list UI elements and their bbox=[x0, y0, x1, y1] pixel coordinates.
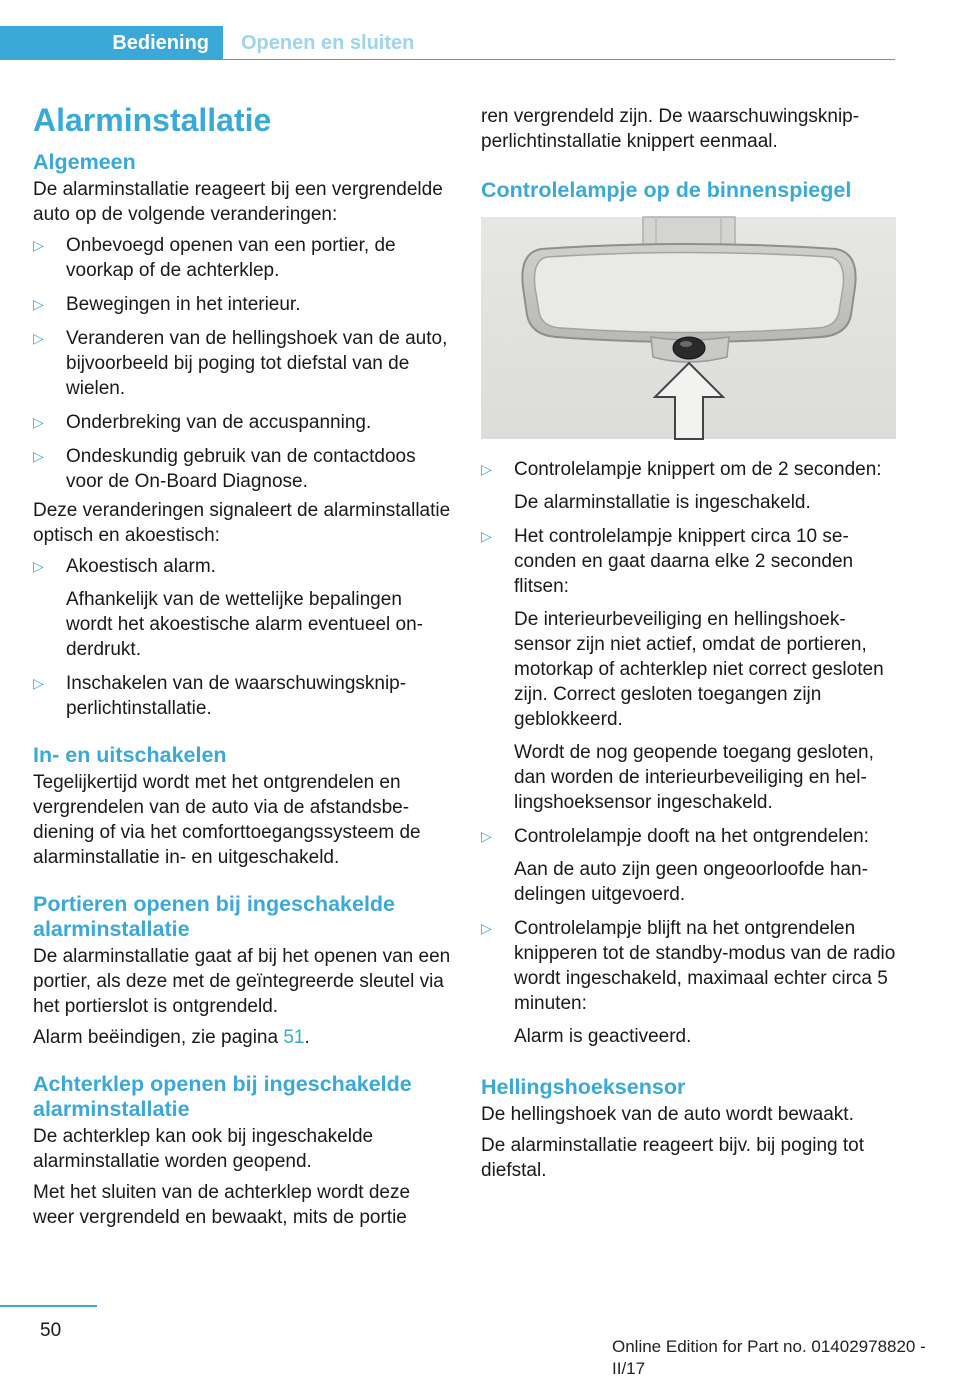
helling-text-1: De hellingshoek van de auto wordt bewaakt. bbox=[481, 1104, 854, 1125]
algemeen-intro: De alarminstallatie reageert bij een vergrendelde auto op de volgende veranderingen: bbox=[33, 179, 443, 225]
triangle-bullet-icon: ▷ bbox=[33, 330, 44, 346]
triangle-bullet-icon: ▷ bbox=[33, 237, 44, 253]
page-link[interactable]: 51 bbox=[283, 1027, 305, 1048]
triangle-bullet-icon: ▷ bbox=[481, 461, 492, 477]
list-item: ▷ Controlelampje blijft na het ontgrendelen knipperen tot de standby-modus van de radio wordt ingeschakeld, maximaal echter circa 5 minuten: Alarm is geactiveerd. bbox=[481, 918, 896, 1047]
left-column bbox=[33, 100, 451, 1230]
heading-hellingshoeksensor: Hellingshoeksensor bbox=[481, 1075, 686, 1099]
heading-achterklep: Achterklep openen bij ingeschakelde alarminstallatie bbox=[33, 1072, 412, 1121]
mirror-figure bbox=[481, 217, 896, 439]
triangle-bullet-icon: ▷ bbox=[33, 558, 44, 574]
achterklep-text-2: Met het sluiten van de achterklep wordt deze weer vergrendeld en bewaakt, mits de portie bbox=[33, 1182, 411, 1228]
triangle-bullet-icon: ▷ bbox=[481, 828, 492, 844]
triangle-bullet-icon: ▷ bbox=[33, 414, 44, 430]
header-rule bbox=[223, 59, 895, 60]
triangle-bullet-icon: ▷ bbox=[481, 528, 492, 544]
page-header bbox=[0, 26, 895, 60]
heading-portieren: Portieren openen bij ingeschakelde alarminstallatie bbox=[33, 892, 396, 941]
helling-text-2: De alarminstallatie reageert bijv. bij poging tot diefstal. bbox=[481, 1135, 865, 1181]
heading-algemeen: Algemeen bbox=[33, 150, 136, 174]
portieren-text: De alarminstallatie gaat af bij het openen van een portier, als deze met de geïntegreerde sleutel via het portierslot is ontgrendeld. bbox=[33, 946, 451, 1017]
triangle-bullet-icon: ▷ bbox=[33, 448, 44, 464]
rearview-mirror-image bbox=[481, 217, 896, 439]
alarm-reference: Alarm beëindigen, zie pagina 51. bbox=[33, 1027, 310, 1048]
list-item: ▷ Bewegingen in het interieur. bbox=[33, 294, 301, 315]
page-number: 50 bbox=[40, 1320, 62, 1341]
inuit-text: Tegelijkertijd wordt met het ontgrendelen en vergrendelen van de auto via de afstandsbediening of via het comforttoegangssysteem de alarminstallatie in- en uitgeschakeld. bbox=[33, 772, 421, 868]
signal-text: Deze veranderingen signaleert de alarminstallatie optisch en akoestisch: bbox=[33, 500, 451, 546]
lamp-status-list bbox=[481, 457, 896, 1049]
page-title: Alarminstallatie bbox=[33, 102, 272, 138]
list-item: ▷ Controlelampje knippert om de 2 seconden: De alarminstallatie is ingeschakeld. bbox=[481, 459, 882, 513]
list-item: ▷ Onderbreking van de accuspanning. bbox=[33, 412, 372, 433]
list-item: ▷ Het controlelampje knippert circa 10 seconden en gaat daarna elke 2 seconden flitsen: De interieurbeveiliging en hellingshoeksensor zijn niet actief, omdat de portieren, motorkap of achterklep niet correct gesloten zijn. Correct gesloten toegangen zijn geblokkeerd. Wordt de nog geopende toegang gesloten, dan worden de interieurbeveiliging en hellingshoeksensor ingeschakeld. bbox=[481, 526, 884, 813]
list-item: ▷ Inschakelen van de waarschuwingsknipperlichtinstallatie. bbox=[33, 673, 407, 719]
triangle-bullet-icon: ▷ bbox=[33, 675, 44, 691]
list-item: ▷ Controlelampje dooft na het ontgrendelen: Aan de auto zijn geen ongeoorloofde handelingen uitgevoerd. bbox=[481, 826, 869, 905]
list-item: ▷ Akoestisch alarm. Afhankelijk van de wettelijke bepalingen wordt het akoestische alarm eventueel onderdrukt. bbox=[33, 556, 423, 660]
heading-in-uitschakelen: In- en uitschakelen bbox=[33, 743, 227, 767]
continued-text: ren vergrendeld zijn. De waarschuwingsknipperlichtinstallatie knippert eenmaal. bbox=[481, 106, 860, 152]
list-item: ▷ Ondeskundig gebruik van de contactdoos voor de On-Board Diagnose. bbox=[33, 446, 416, 492]
triangle-bullet-icon: ▷ bbox=[33, 296, 44, 312]
triangle-bullet-icon: ▷ bbox=[481, 920, 492, 936]
section-tab[interactable]: Bediening bbox=[0, 26, 223, 60]
list-item: ▷ Onbevoegd openen van een portier, de voorkap of de achterklep. bbox=[33, 235, 396, 281]
heading-controlelampje: Controlelampje op de binnenspiegel bbox=[481, 178, 852, 202]
list-item: ▷ Veranderen van de hellingshoek van de auto, bijvoorbeeld bij poging tot diefstal van de wielen. bbox=[33, 328, 448, 399]
footer-rule bbox=[0, 1305, 97, 1307]
chapter-tab[interactable]: Openen en sluiten bbox=[241, 32, 415, 54]
achterklep-text-1: De achterklep kan ook bij ingeschakelde alarminstallatie worden geopend. bbox=[33, 1126, 374, 1172]
edition-note: Online Edition for Part no. 01402978820 - II/17 bbox=[612, 1337, 926, 1378]
signal-list bbox=[33, 554, 451, 721]
change-list bbox=[33, 233, 451, 494]
right-column bbox=[481, 100, 896, 1183]
